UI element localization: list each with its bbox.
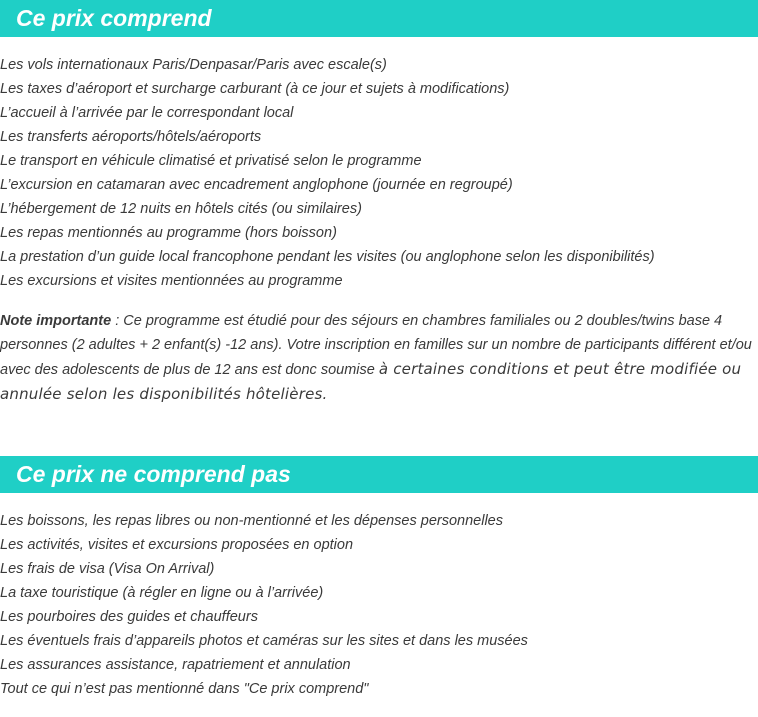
list-item: Les éventuels frais d’appareils photos et caméras sur les sites et dans les musées <box>0 633 528 649</box>
list-item: Les frais de visa (Visa On Arrival) <box>0 561 215 577</box>
list-item: Les taxes d’aéroport et surcharge carburant (à ce jour et sujets à modifications) <box>0 81 510 97</box>
excluded-title: Ce prix ne comprend pas <box>16 461 291 487</box>
list-item: Les activités, visites et excursions proposées en option <box>0 537 354 553</box>
included-header <box>0 0 758 37</box>
note-label: Note importante <box>0 313 112 329</box>
list-item: L’accueil à l’arrivée par le correspondant local <box>0 105 294 121</box>
list-item: Les transferts aéroports/hôtels/aéroports <box>0 129 262 145</box>
list-item: L’hébergement de 12 nuits en hôtels cités (ou similaires) <box>0 201 362 217</box>
important-note <box>0 309 756 407</box>
included-title: Ce prix comprend <box>16 5 212 31</box>
list-item: La prestation d’un guide local francophone pendant les visites (ou anglophone selon les disponibilités) <box>0 249 655 265</box>
list-item: Les assurances assistance, rapatriement et annulation <box>0 657 351 673</box>
list-item: Les excursions et visites mentionnées au programme <box>0 273 343 289</box>
list-item: Le transport en véhicule climatisé et privatisé selon le programme <box>0 153 422 169</box>
excluded-list <box>0 509 528 701</box>
included-list <box>0 53 655 293</box>
note-text: : Ce programme est étudié pour des séjours en chambres familiales ou 2 doubles/twins base 4 personnes (2 adultes + 2 enfant(s) -12 ans). Votre inscription en familles sur un nombre de participants différent et/ou avec des adolescents de plus de 12 ans est donc soumise <box>0 313 752 378</box>
note-text-continued: à certaines conditions et peut être modifiée ou annulée selon les disponibilités hôtelières. <box>0 360 742 403</box>
list-item: Les vols internationaux Paris/Denpasar/Paris avec escale(s) <box>0 57 387 73</box>
list-item: Tout ce qui n’est pas mentionné dans "Ce prix comprend" <box>0 681 369 697</box>
list-item: La taxe touristique (à régler en ligne ou à l’arrivée) <box>0 585 324 601</box>
list-item: Les boissons, les repas libres ou non-mentionné et les dépenses personnelles <box>0 513 503 529</box>
list-item: Les repas mentionnés au programme (hors boisson) <box>0 225 337 241</box>
list-item: L’excursion en catamaran avec encadrement anglophone (journée en regroupé) <box>0 177 513 193</box>
list-item: Les pourboires des guides et chauffeurs <box>0 609 258 625</box>
excluded-header <box>0 456 758 493</box>
